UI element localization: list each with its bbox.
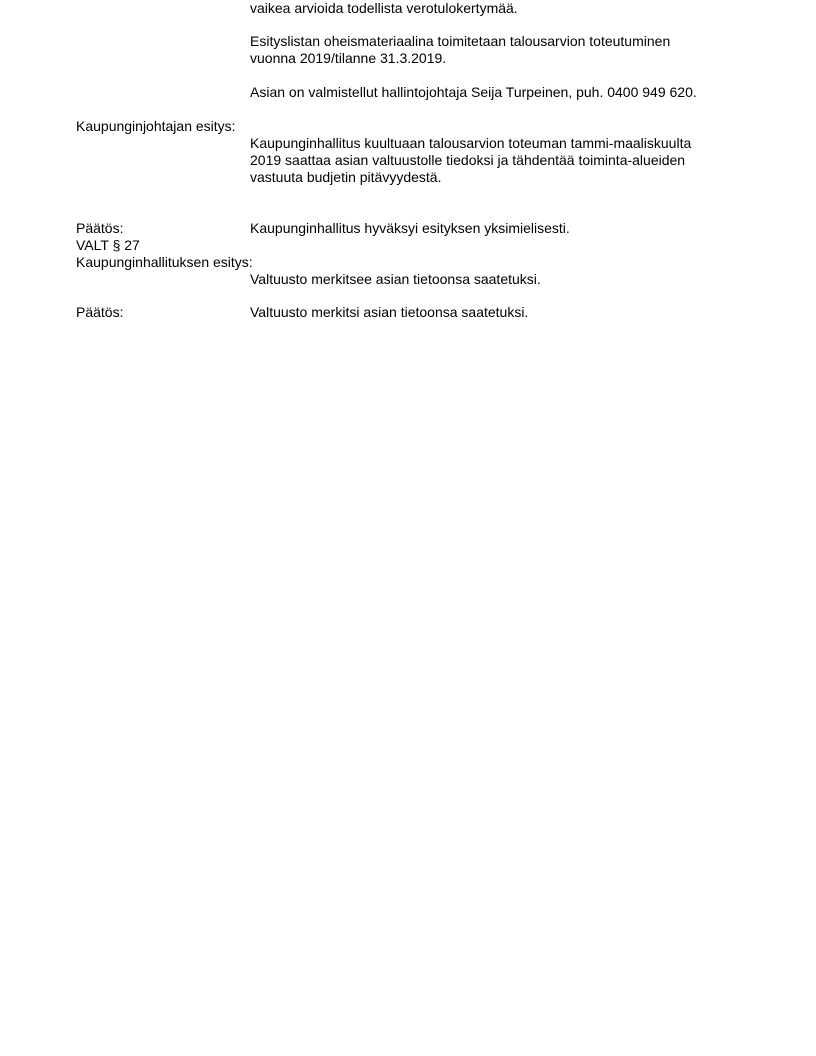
council-decision-text: Valtuusto merkitsi asian tietoonsa saatetuksi. (250, 304, 529, 320)
mayor-proposal-line2: 2019 saattaa asian valtuustolle tiedoksi ja tähdentää toiminta-alueiden (250, 152, 686, 168)
section-reference: VALT § 27 (76, 237, 140, 253)
mayor-proposal-line3: vastuuta budjetin pitävyydestä. (250, 169, 442, 185)
mayor-proposal-label: Kaupunginjohtajan esitys: (76, 118, 236, 134)
board-proposal-label: Kaupunginhallituksen esitys: (76, 254, 253, 270)
paragraph-revenue-estimate: vaikea arvioida todellista verotulokertymää. (250, 0, 518, 16)
mayor-proposal-line1: Kaupunginhallitus kuultuaan talousarvion toteuman tammi-maaliskuulta (250, 135, 692, 151)
paragraph-attachment-line2: vuonna 2019/tilanne 31.3.2019. (250, 50, 447, 66)
board-proposal-text: Valtuusto merkitsee asian tietoonsa saatetuksi. (250, 271, 541, 287)
council-decision-label: Päätös: (76, 304, 124, 320)
decision-text: Kaupunginhallitus hyväksyi esityksen yksimielisesti. (250, 220, 570, 236)
paragraph-attachment-line1: Esityslistan oheismateriaalina toimitetaan talousarvion toteutuminen (250, 33, 671, 49)
decision-label: Päätös: (76, 220, 124, 236)
paragraph-preparer: Asian on valmistellut hallintojohtaja Seija Turpeinen, puh. 0400 949 620. (250, 84, 697, 100)
